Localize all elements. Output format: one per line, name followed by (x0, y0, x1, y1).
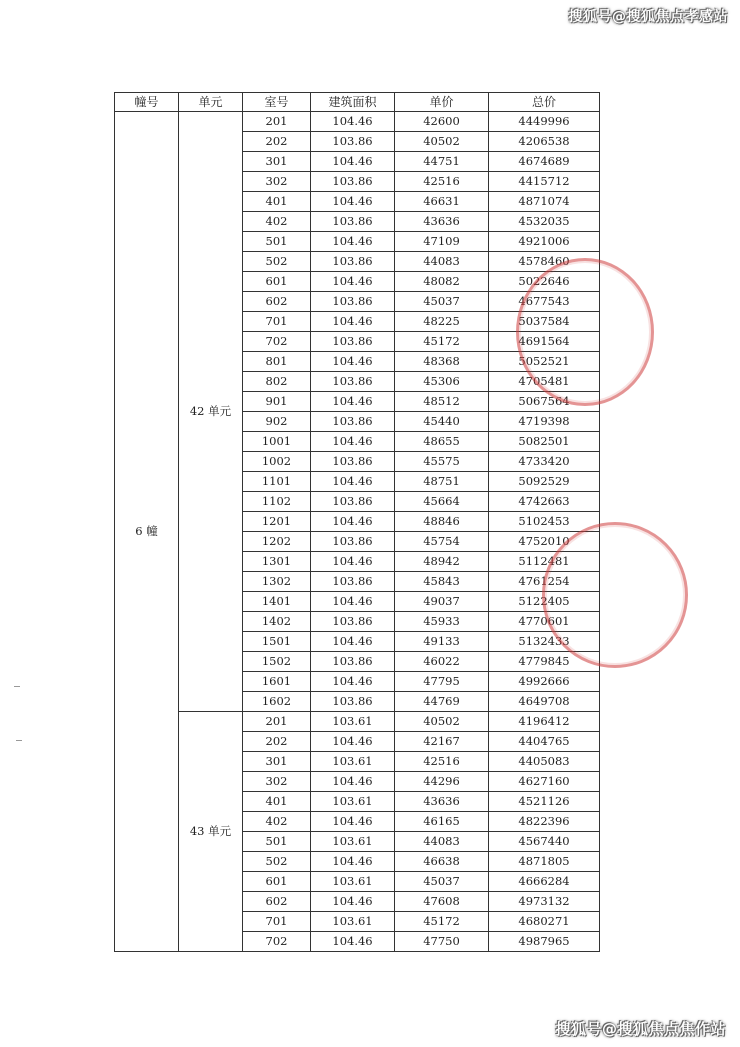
unit-price-cell: 44751 (395, 152, 489, 172)
watermark-bottom: 搜狐号@搜狐焦点焦作站 (555, 1020, 726, 1038)
header-total-price: 总价 (489, 93, 600, 112)
unit-price-cell: 48225 (395, 312, 489, 332)
room-cell: 1602 (243, 692, 311, 712)
room-cell: 701 (243, 912, 311, 932)
unit-price-cell: 40502 (395, 132, 489, 152)
area-cell: 104.46 (311, 892, 395, 912)
room-cell: 202 (243, 132, 311, 152)
room-cell: 401 (243, 192, 311, 212)
area-cell: 104.46 (311, 312, 395, 332)
area-cell: 104.46 (311, 512, 395, 532)
total-price-cell: 4770601 (489, 612, 600, 632)
total-price-cell: 4404765 (489, 732, 600, 752)
total-price-cell: 4666284 (489, 872, 600, 892)
area-cell: 104.46 (311, 552, 395, 572)
total-price-cell: 5082501 (489, 432, 600, 452)
unit-price-cell: 49037 (395, 592, 489, 612)
room-cell: 1102 (243, 492, 311, 512)
area-cell: 103.86 (311, 332, 395, 352)
unit-price-cell: 43636 (395, 212, 489, 232)
watermark-top: 搜狐号@搜狐焦点孝感站 (568, 9, 728, 25)
total-price-cell: 5092529 (489, 472, 600, 492)
total-price-cell: 5132433 (489, 632, 600, 652)
room-cell: 902 (243, 412, 311, 432)
area-cell: 103.86 (311, 492, 395, 512)
total-price-cell: 5022646 (489, 272, 600, 292)
building-cell: 6 幢 (115, 112, 179, 952)
area-cell: 103.86 (311, 612, 395, 632)
area-cell: 103.86 (311, 572, 395, 592)
room-cell: 1401 (243, 592, 311, 612)
total-price-cell: 5112481 (489, 552, 600, 572)
room-cell: 802 (243, 372, 311, 392)
unit-price-cell: 45933 (395, 612, 489, 632)
total-price-cell: 4973132 (489, 892, 600, 912)
unit-price-cell: 45306 (395, 372, 489, 392)
unit-price-cell: 45037 (395, 872, 489, 892)
total-price-cell: 4987965 (489, 932, 600, 952)
unit-price-cell: 45440 (395, 412, 489, 432)
area-cell: 103.61 (311, 912, 395, 932)
area-cell: 103.86 (311, 532, 395, 552)
area-cell: 104.46 (311, 152, 395, 172)
unit-price-cell: 46631 (395, 192, 489, 212)
total-price-cell: 4206538 (489, 132, 600, 152)
total-price-cell: 4921006 (489, 232, 600, 252)
area-cell: 103.61 (311, 752, 395, 772)
area-cell: 103.61 (311, 872, 395, 892)
room-cell: 502 (243, 252, 311, 272)
unit-price-cell: 42516 (395, 752, 489, 772)
area-cell: 103.86 (311, 132, 395, 152)
room-cell: 601 (243, 872, 311, 892)
room-cell: 1302 (243, 572, 311, 592)
total-price-cell: 4691564 (489, 332, 600, 352)
area-cell: 104.46 (311, 772, 395, 792)
area-cell: 104.46 (311, 352, 395, 372)
room-cell: 1301 (243, 552, 311, 572)
unit-price-cell: 47608 (395, 892, 489, 912)
unit-price-cell: 47750 (395, 932, 489, 952)
room-cell: 1001 (243, 432, 311, 452)
room-cell: 1501 (243, 632, 311, 652)
area-cell: 103.86 (311, 372, 395, 392)
unit-price-cell: 48512 (395, 392, 489, 412)
total-price-cell: 4532035 (489, 212, 600, 232)
room-cell: 601 (243, 272, 311, 292)
area-cell: 104.46 (311, 112, 395, 132)
unit-price-cell: 43636 (395, 792, 489, 812)
area-cell: 103.61 (311, 832, 395, 852)
room-cell: 1202 (243, 532, 311, 552)
area-cell: 104.46 (311, 812, 395, 832)
unit-price-cell: 45575 (395, 452, 489, 472)
unit-price-cell: 48655 (395, 432, 489, 452)
room-cell: 901 (243, 392, 311, 412)
total-price-cell: 4705481 (489, 372, 600, 392)
room-cell: 602 (243, 292, 311, 312)
total-price-cell: 4405083 (489, 752, 600, 772)
unit-price-cell: 48082 (395, 272, 489, 292)
unit-price-cell: 46638 (395, 852, 489, 872)
header-area: 建筑面积 (311, 93, 395, 112)
unit-price-cell: 48846 (395, 512, 489, 532)
room-cell: 201 (243, 712, 311, 732)
room-cell: 1201 (243, 512, 311, 532)
room-cell: 201 (243, 112, 311, 132)
room-cell: 302 (243, 172, 311, 192)
total-price-cell: 4567440 (489, 832, 600, 852)
scan-mark (16, 740, 22, 741)
area-cell: 104.46 (311, 472, 395, 492)
total-price-cell: 4449996 (489, 112, 600, 132)
total-price-cell: 4742663 (489, 492, 600, 512)
unit-price-cell: 47109 (395, 232, 489, 252)
area-cell: 104.46 (311, 732, 395, 752)
total-price-cell: 4822396 (489, 812, 600, 832)
room-cell: 202 (243, 732, 311, 752)
total-price-cell: 5102453 (489, 512, 600, 532)
room-cell: 602 (243, 892, 311, 912)
price-table (114, 92, 600, 952)
unit-price-cell: 40502 (395, 712, 489, 732)
area-cell: 104.46 (311, 852, 395, 872)
total-price-cell: 4719398 (489, 412, 600, 432)
unit-price-cell: 48368 (395, 352, 489, 372)
unit-price-cell: 45037 (395, 292, 489, 312)
total-price-cell: 4733420 (489, 452, 600, 472)
unit-price-cell: 45664 (395, 492, 489, 512)
area-cell: 104.46 (311, 672, 395, 692)
total-price-cell: 4674689 (489, 152, 600, 172)
unit-price-cell: 46022 (395, 652, 489, 672)
area-cell: 104.46 (311, 192, 395, 212)
room-cell: 502 (243, 852, 311, 872)
total-price-cell: 4871074 (489, 192, 600, 212)
room-cell: 1002 (243, 452, 311, 472)
scan-mark (14, 686, 20, 687)
room-cell: 1502 (243, 652, 311, 672)
header-building: 幢号 (115, 93, 179, 112)
total-price-cell: 5122405 (489, 592, 600, 612)
area-cell: 103.61 (311, 712, 395, 732)
room-cell: 1101 (243, 472, 311, 492)
table-row (115, 112, 600, 132)
official-seal (516, 258, 654, 406)
area-cell: 103.86 (311, 212, 395, 232)
room-cell: 1402 (243, 612, 311, 632)
total-price-cell: 5052521 (489, 352, 600, 372)
unit-price-cell: 44769 (395, 692, 489, 712)
official-seal (542, 522, 688, 668)
room-cell: 702 (243, 332, 311, 352)
unit-price-cell: 45754 (395, 532, 489, 552)
area-cell: 104.46 (311, 272, 395, 292)
area-cell: 104.46 (311, 592, 395, 612)
room-cell: 402 (243, 812, 311, 832)
total-price-cell: 4578460 (489, 252, 600, 272)
room-cell: 501 (243, 832, 311, 852)
unit-price-cell: 44083 (395, 252, 489, 272)
room-cell: 801 (243, 352, 311, 372)
area-cell: 104.46 (311, 232, 395, 252)
unit-price-cell: 46165 (395, 812, 489, 832)
unit-cell: 42 单元 (179, 112, 243, 712)
area-cell: 103.86 (311, 692, 395, 712)
unit-price-cell: 45172 (395, 332, 489, 352)
unit-price-cell: 45843 (395, 572, 489, 592)
total-price-cell: 4752010 (489, 532, 600, 552)
total-price-cell: 4677543 (489, 292, 600, 312)
area-cell: 104.46 (311, 932, 395, 952)
unit-price-cell: 42516 (395, 172, 489, 192)
total-price-cell: 4415712 (489, 172, 600, 192)
room-cell: 701 (243, 312, 311, 332)
total-price-cell: 4521126 (489, 792, 600, 812)
total-price-cell: 4871805 (489, 852, 600, 872)
unit-price-cell: 48942 (395, 552, 489, 572)
unit-cell: 43 单元 (179, 712, 243, 952)
total-price-cell: 4761254 (489, 572, 600, 592)
table-header-row (115, 93, 600, 112)
header-unit-price: 单价 (395, 93, 489, 112)
area-cell: 104.46 (311, 392, 395, 412)
area-cell: 103.86 (311, 172, 395, 192)
header-unit: 单元 (179, 93, 243, 112)
unit-price-cell: 44083 (395, 832, 489, 852)
unit-price-cell: 42167 (395, 732, 489, 752)
unit-price-cell: 49133 (395, 632, 489, 652)
area-cell: 103.86 (311, 412, 395, 432)
room-cell: 702 (243, 932, 311, 952)
room-cell: 1601 (243, 672, 311, 692)
header-room: 室号 (243, 93, 311, 112)
table-row (115, 712, 600, 732)
unit-price-cell: 45172 (395, 912, 489, 932)
room-cell: 401 (243, 792, 311, 812)
unit-price-cell: 47795 (395, 672, 489, 692)
area-cell: 103.86 (311, 252, 395, 272)
room-cell: 501 (243, 232, 311, 252)
total-price-cell: 4680271 (489, 912, 600, 932)
room-cell: 302 (243, 772, 311, 792)
table-body (115, 112, 600, 952)
area-cell: 103.61 (311, 792, 395, 812)
unit-price-cell: 42600 (395, 112, 489, 132)
total-price-cell: 5037584 (489, 312, 600, 332)
area-cell: 103.86 (311, 452, 395, 472)
total-price-cell: 4649708 (489, 692, 600, 712)
room-cell: 301 (243, 152, 311, 172)
area-cell: 104.46 (311, 632, 395, 652)
total-price-cell: 4196412 (489, 712, 600, 732)
area-cell: 103.86 (311, 292, 395, 312)
total-price-cell: 4992666 (489, 672, 600, 692)
total-price-cell: 4627160 (489, 772, 600, 792)
unit-price-cell: 44296 (395, 772, 489, 792)
total-price-cell: 5067564 (489, 392, 600, 412)
room-cell: 402 (243, 212, 311, 232)
unit-price-cell: 48751 (395, 472, 489, 492)
room-cell: 301 (243, 752, 311, 772)
area-cell: 104.46 (311, 432, 395, 452)
area-cell: 103.86 (311, 652, 395, 672)
total-price-cell: 4779845 (489, 652, 600, 672)
